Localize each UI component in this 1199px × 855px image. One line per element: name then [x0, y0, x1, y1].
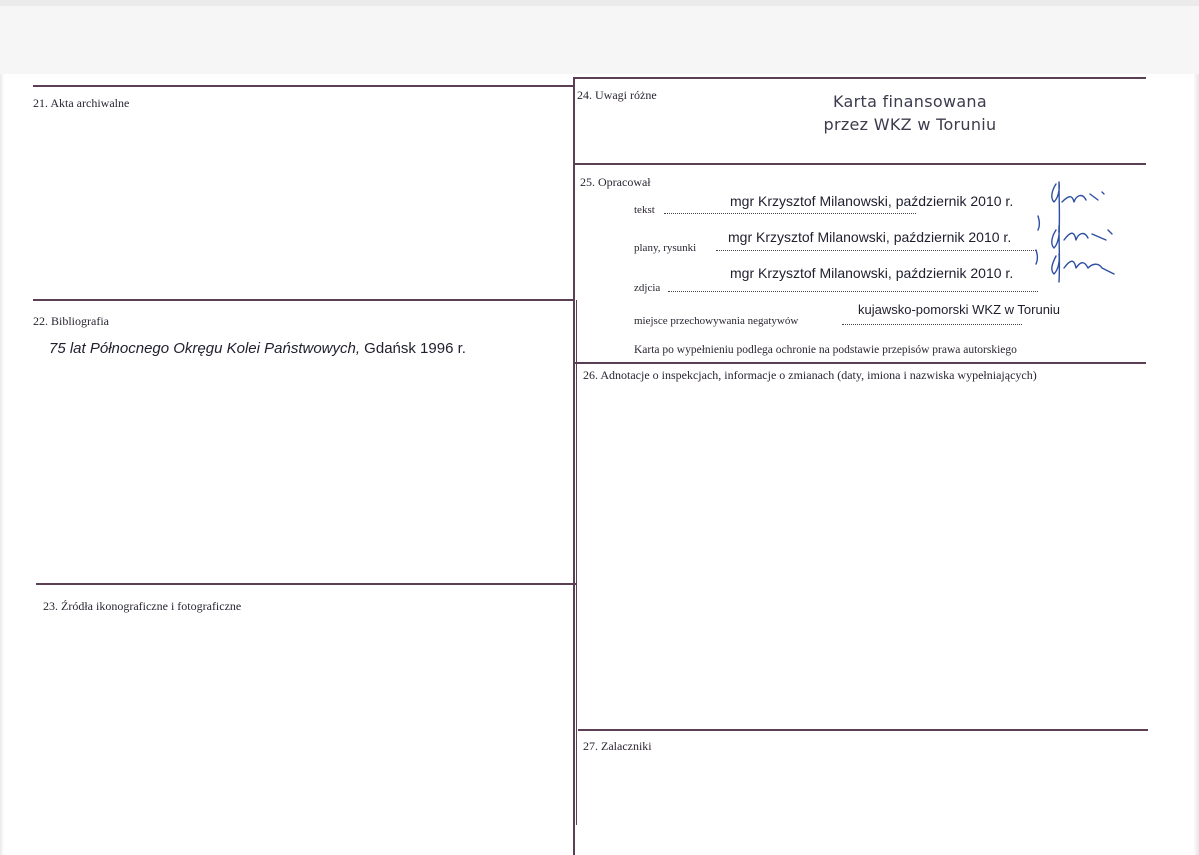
miejsce-value: kujawsko-pomorski WKZ w Toruniu: [858, 302, 1061, 317]
rule-after-26: [578, 729, 1148, 731]
rule-top-right: [574, 77, 1146, 79]
signature-stroke-7: [1036, 216, 1040, 264]
section-27-label: 27. Zalaczniki: [583, 739, 652, 753]
section-25-label: 25. Opracował: [580, 175, 651, 189]
paper-top-band: [0, 0, 1199, 74]
tekst-dotted-line: [664, 213, 916, 214]
signature-stroke-2: [1062, 192, 1104, 202]
handwritten-signature-icon: [1026, 172, 1136, 334]
section-24-label: 24. Uwagi różne: [577, 88, 657, 102]
section-22-label: 22. Bibliografia: [33, 314, 109, 328]
section-26-label: 26. Adnotacje o inspekcjach, informacje o zmianach (daty, imiona i nazwiska wypełniających): [583, 368, 1037, 382]
copyright-note: Karta po wypełnieniu podlega ochronie na podstawie przepisów prawa autorskiego: [634, 344, 1017, 356]
bibliography-place-year: Gdańsk 1996 r.: [360, 340, 466, 357]
stamp-line-2: przez WKZ w Toruniu: [823, 115, 997, 134]
section-21-label: 21. Akta archiwalne: [33, 96, 130, 110]
signature-stroke-5: [1052, 254, 1059, 274]
signature-stroke-4: [1064, 230, 1112, 240]
rule-middle-vertical: [573, 77, 575, 855]
rule-after-25: [574, 362, 1146, 364]
bibliography-title: 75 lat Północnego Okręgu Kolei Państwowych,: [49, 340, 361, 357]
rule-top-left: [33, 85, 574, 87]
plany-label: plany, rysunki: [634, 242, 697, 254]
section-23-label: 23. Źródła ikonograficzne i fotograficzne: [43, 599, 242, 613]
miejsce-dotted-line: [842, 324, 1022, 325]
tekst-label: tekst: [634, 204, 655, 216]
financing-stamp: [790, 92, 1030, 134]
zdjecia-value: mgr Krzysztof Milanowski, październik 2010 r.: [730, 265, 1014, 281]
plany-value: mgr Krzysztof Milanowski, październik 2010 r.: [728, 229, 1012, 245]
stamp-line-1: Karta finansowana: [833, 92, 987, 111]
rule-left-vertical: [576, 300, 577, 825]
signature-stroke-1: [1052, 182, 1060, 232]
zdjecia-dotted-line: [668, 291, 1038, 292]
rule-after-24: [574, 163, 1146, 165]
paper-left-edge: [0, 74, 4, 855]
paper-right-edge: [1193, 74, 1199, 855]
rule-after-21: [33, 299, 574, 301]
rule-after-22: [36, 583, 576, 585]
paper-top-smudge: [0, 0, 1199, 6]
plany-dotted-line: [716, 250, 1036, 251]
signature-stroke-6: [1064, 261, 1114, 274]
tekst-value: mgr Krzysztof Milanowski, październik 2010 r.: [730, 193, 1014, 209]
miejsce-label: miejsce przechowywania negatywów: [634, 315, 799, 327]
bibliography-entry: [49, 340, 466, 357]
zdjecia-label: zdjcia: [634, 282, 661, 294]
